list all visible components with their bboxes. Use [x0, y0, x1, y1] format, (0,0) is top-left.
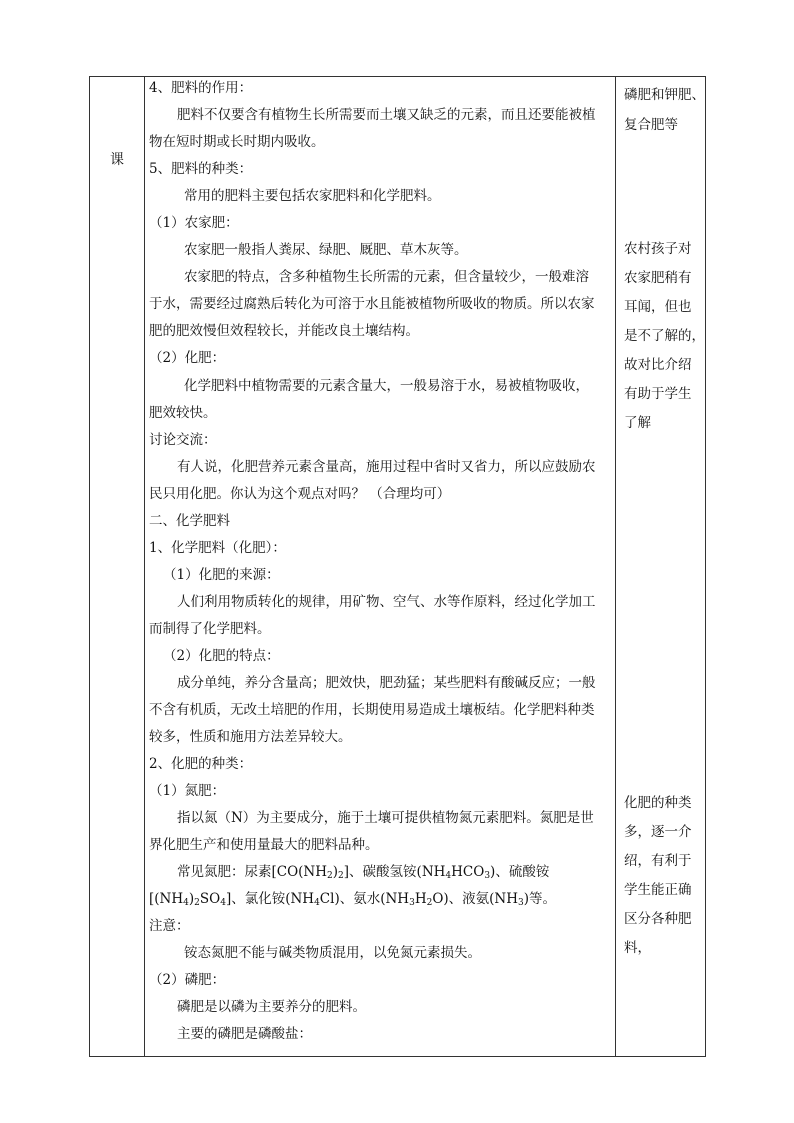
text-line: 民只用化肥。你认为这个观点对吗？ （合理均可）: [149, 486, 451, 502]
text-line: 二、化学肥料: [149, 513, 230, 529]
note-line: 磷肥和钾肥、: [624, 87, 705, 103]
text-line: 较多，性质和施用方法差异较大。: [149, 729, 352, 745]
text-line: 肥的肥效慢但效程较长，并能改良土壤结构。: [149, 323, 419, 339]
text-line: （2）化肥的特点：: [163, 648, 280, 664]
text-line: 成分单纯，养分含量高；肥效快，肥劲猛；某些肥料有酸碱反应；一般: [177, 675, 596, 691]
text-line: 于水，需要经过腐熟后转化为可溶于水且能被植物所吸收的物质。所以农家: [149, 296, 595, 312]
section-label: 课: [110, 152, 124, 168]
text-line: 肥料不仅要含有植物生长所需要而土壤又缺乏的元素，而且还要能被植: [177, 107, 596, 123]
note-line: 绍，有利于: [624, 853, 692, 869]
note-line: 了解: [624, 415, 651, 431]
text-line: 4、肥料的作用：: [149, 80, 253, 96]
note-line: 是不了解的，: [624, 328, 705, 344]
text-line: 农家肥一般指人粪尿、绿肥、厩肥、草木灰等。: [184, 242, 468, 258]
text-line: 物在短时期或长时期内吸收。: [149, 134, 325, 150]
text-line: 有人说，化肥营养元素含量高，施用过程中省时又省力，所以应鼓励农: [177, 459, 596, 475]
text-line: 常用的肥料主要包括农家肥料和化学肥料。: [184, 188, 441, 204]
text-line: 人们利用物质转化的规律，用矿物、空气、水等作原料，经过化学加工: [177, 594, 596, 610]
text-line: 主要的磷肥是磷酸盐：: [177, 1026, 312, 1042]
text-line: 铵态氮肥不能与碱类物质混用，以免氮元素损失。: [184, 945, 481, 961]
text-line: 而制得了化学肥料。: [149, 621, 271, 637]
text-line: （2）磷肥：: [149, 972, 226, 988]
note-line: 复合肥等: [624, 117, 678, 133]
text-line: 1、化学肥料（化肥）：: [149, 540, 286, 556]
note-line: 有助于学生: [624, 386, 692, 402]
text-line: 注意：: [149, 918, 190, 934]
text-line: 2、化肥的种类：: [149, 756, 253, 772]
text-line: 肥效较快。: [149, 405, 217, 421]
text-line: 农家肥的特点，含多种植物生长所需的元素，但含量较少，一般难溶: [184, 269, 589, 285]
label-column: [90, 77, 144, 1056]
text-line: 界化肥生产和使用量最大的肥料品种。: [149, 837, 379, 853]
text-line: 讨论交流：: [149, 432, 217, 448]
note-line: 多，逐一介: [624, 824, 692, 840]
formula-line: $[(NH_4)_2SO_4]$、氯化铵$(NH_4Cl)$、氨水$(NH_3H_2O)$、液氨$(NH_3)$等。: [149, 891, 557, 908]
note-line: 农村孩子对: [624, 241, 692, 257]
note-line: 农家肥稍有: [624, 270, 692, 286]
text-line: （2）化肥：: [149, 350, 226, 366]
content-column: [145, 77, 615, 1056]
note-line: 化肥的种类: [624, 795, 692, 811]
text-line: 不含有机质，无改土培肥的作用，长期使用易造成土壤板结。化学肥料种类: [149, 702, 595, 718]
text-line: （1）农家肥：: [149, 215, 239, 231]
notes-column: [616, 77, 706, 1056]
note-line: 学生能正确: [624, 882, 692, 898]
text-line: 磷肥是以磷为主要养分的肥料。: [177, 999, 366, 1015]
lesson-table: [89, 76, 706, 1057]
text-line: 化学肥料中植物需要的元素含量大，一般易溶于水，易被植物吸收，: [184, 378, 589, 394]
formula-line: 常见氮肥：尿素$[CO(NH_2)_2]$、碳酸氢铵$(NH_4HCO_3)$、硫酸铵: [177, 864, 550, 881]
text-line: （1）化肥的来源：: [163, 567, 280, 583]
note-line: 区分各种肥: [624, 911, 692, 927]
text-line: 5、肥料的种类：: [149, 161, 253, 177]
text-line: 指以氮（N）为主要成分，施于土壤可提供植物氮元素肥料。氮肥是世: [177, 810, 594, 826]
note-line: 耳闻，但也: [624, 299, 692, 315]
note-line: 故对比介绍: [624, 357, 692, 373]
note-line: 料，: [624, 940, 651, 956]
text-line: （1）氮肥：: [149, 783, 226, 799]
